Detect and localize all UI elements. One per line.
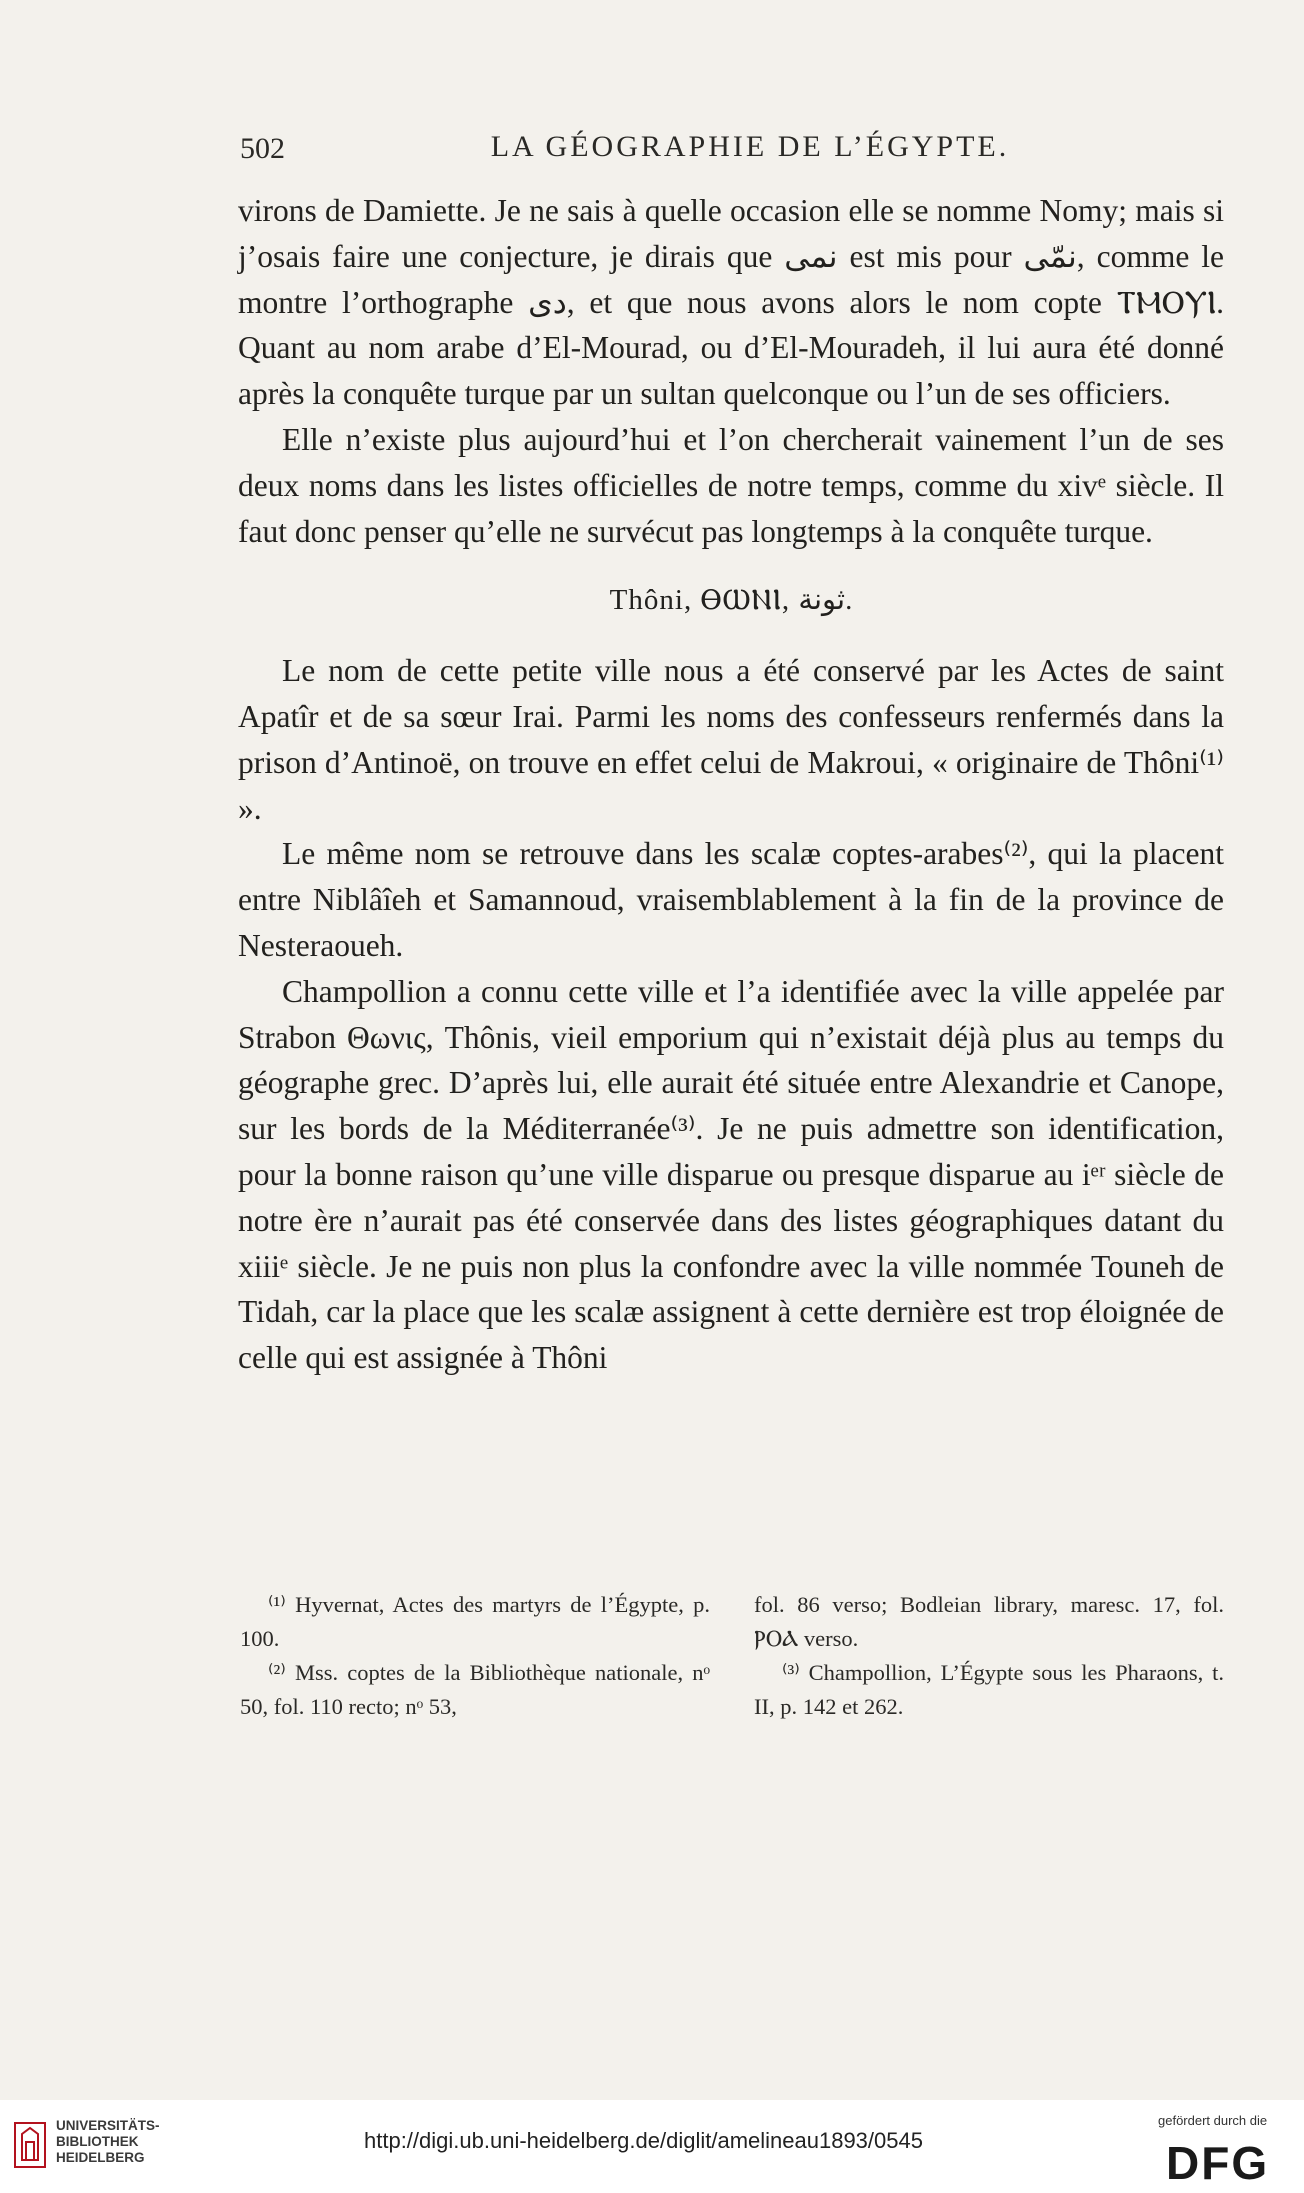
footnote-1: ⁽¹⁾ Hyvernat, Actes des martyrs de l’Égypte, p. 100. <box>240 1592 710 1651</box>
library-name-line: HEIDELBERG <box>56 2150 145 2165</box>
library-name-line: UNIVERSITÄTS- <box>56 2118 160 2133</box>
source-url-link[interactable]: http://digi.ub.uni-heidelberg.de/diglit/amelineau1893/0545 <box>364 2128 923 2153</box>
library-name-line: BIBLIOTHEK <box>56 2134 139 2149</box>
footnotes-right-column <box>754 1588 1224 1724</box>
footnote-2-continued: fol. 86 verso; Bodleian library, maresc. 17, fol. ⲢⲞⲀ verso. <box>754 1592 1224 1651</box>
footnotes <box>240 1588 1224 1724</box>
library-logo-icon <box>14 2122 46 2168</box>
paragraph-2: Elle n’existe plus aujourd’hui et l’on chercherait vainement l’un de ses deux noms dans les listes officielles de notre temps, comme du xivᵉ siècle. Il faut donc penser qu’elle ne survécut pas longtemps à la conquête turque. <box>238 421 1224 549</box>
funder-caption: gefördert durch die <box>1158 2113 1268 2128</box>
paragraph-3: Le nom de cette petite ville nous a été conservé par les Actes de saint Apatîr et de sa sœur Irai. Parmi les noms des confesseurs renfermés dans la prison d’Antinoë, on trouve en effet celui de Makroui, « originaire de Thôni⁽¹⁾ ». <box>238 653 1224 826</box>
paragraph-4: Le même nom se retrouve dans les scalæ coptes-arabes⁽²⁾, qui la placent entre Niblâîeh et Samannoud, vraisemblablement à la fin de la province de Nesteraoueh. <box>238 836 1224 963</box>
paragraph-1: virons de Damiette. Je ne sais à quelle occasion elle se nomme Nomy; mais si j’osais faire une conjecture, je dirais que نمى est mis pour نمّى, comme le montre l’orthographe دى, et que nous avons alors le nom copte ⲦⲘⲞⲨⲒ. Quant au nom arabe d’El-Mourad, ou d’El-Mouradeh, il lui aura été donné après la conquête turque par un sultan quelconque ou l’un de ses officiers. <box>238 193 1224 412</box>
page-number: 502 <box>240 132 285 165</box>
footnotes-left-column <box>240 1588 710 1724</box>
footnote-2: ⁽²⁾ Mss. coptes de la Bibliothèque nationale, nᵒ 50, fol. 110 recto; nᵒ 53, <box>240 1660 710 1719</box>
library-name <box>56 2118 160 2166</box>
body-text <box>238 188 1224 1381</box>
paragraph-5: Champollion a connu cette ville et l’a identifiée avec la ville appelée par Strabon Θωνις, Thônis, vieil emporium qui n’existait déjà plus au temps du géographe grec. D’après lui, elle aurait été située entre Alexandrie et Canope, sur les bords de la Méditerranée⁽³⁾. Je ne puis admettre son identification, pour la bonne raison qu’une ville disparue ou presque disparue au iᵉʳ siècle de notre ère n’aurait pas été conservée dans des listes géographiques datant du xiiiᵉ siècle. Je ne puis non plus la confondre avec la ville nommée Touneh de Tidah, car la place que les scalæ assignent à cette dernière est trop éloignée de celle qui est assignée à Thôni <box>238 973 1224 1376</box>
footnote-3: ⁽³⁾ Champollion, L’Égypte sous les Pharaons, t. II, p. 142 et 262. <box>754 1660 1224 1719</box>
dfg-logo: DFG <box>1166 2137 1270 2189</box>
running-title: LA GÉOGRAPHIE DE L’ÉGYPTE. <box>490 130 1010 163</box>
section-heading: Thôni, ⲐⲰⲚⲒ, ثونة. <box>609 584 853 617</box>
